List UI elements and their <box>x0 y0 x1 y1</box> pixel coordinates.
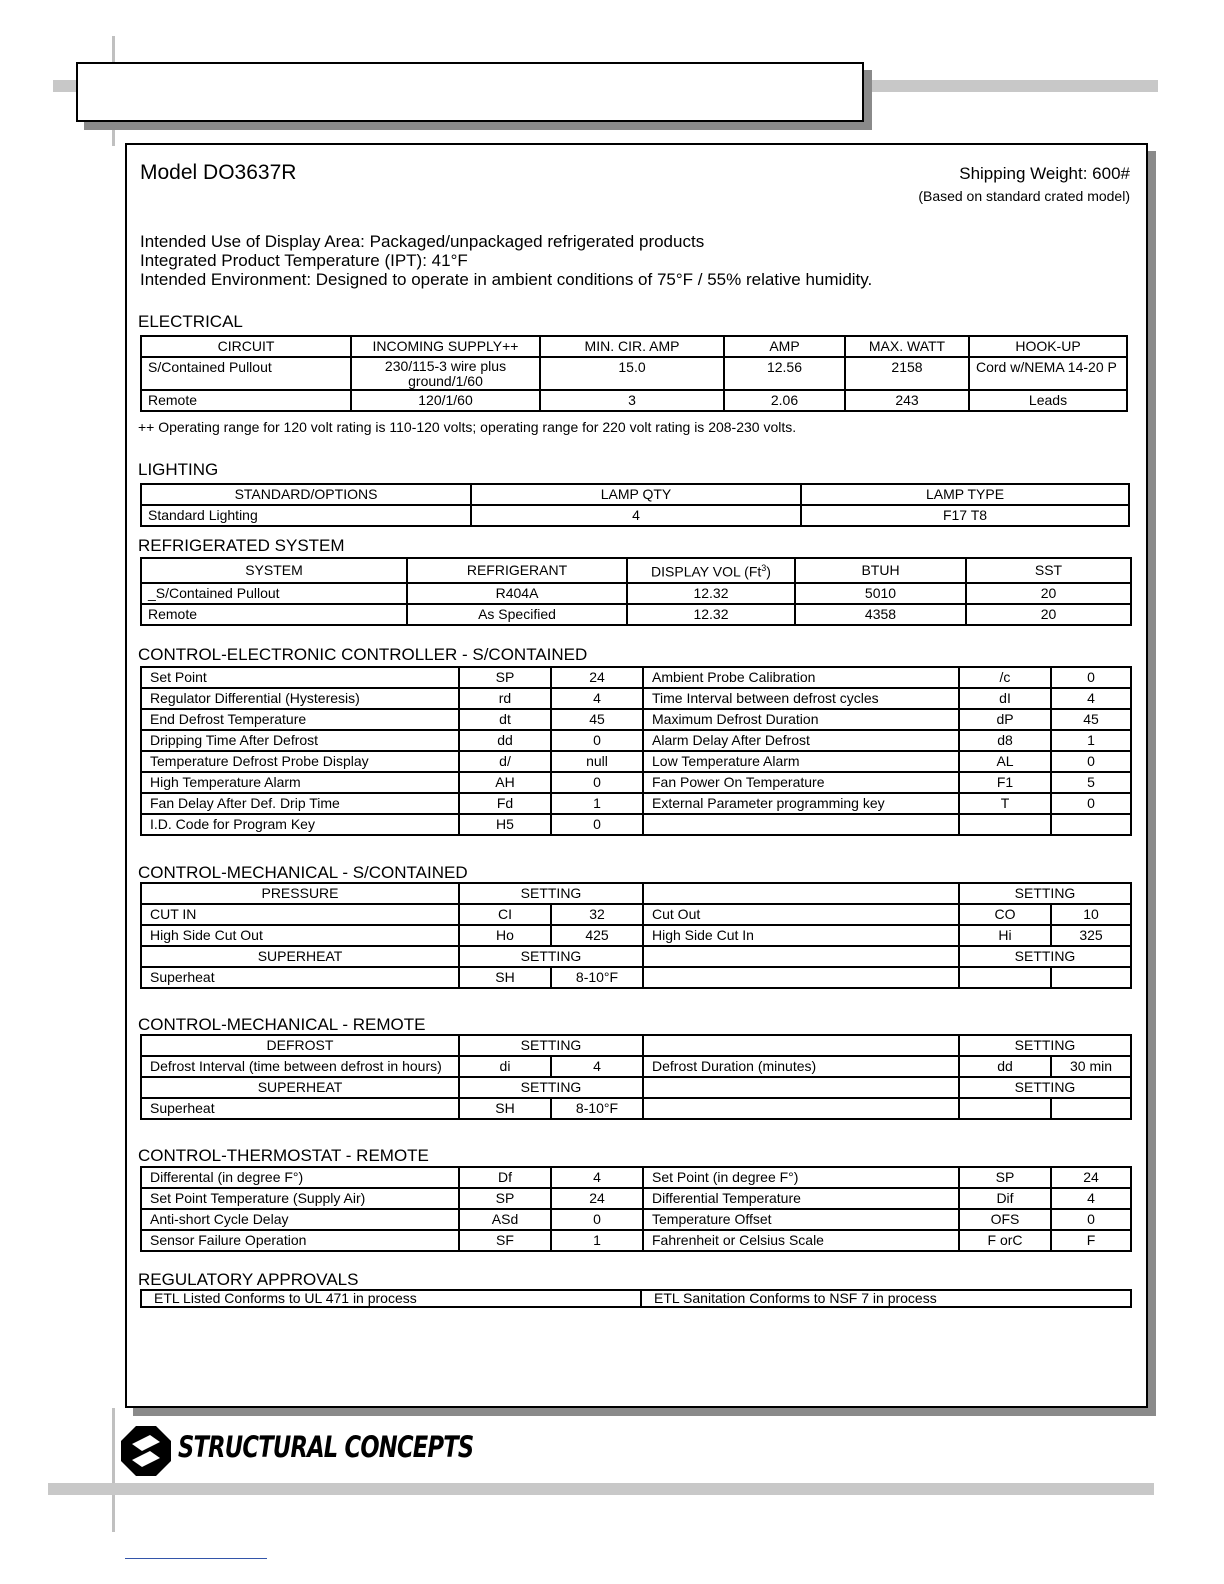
table-cell: 425 <box>551 925 643 946</box>
table-cell: 0 <box>551 814 643 835</box>
header-cell: AMP <box>724 336 845 357</box>
table-cell: CUT IN <box>141 904 459 925</box>
table-cell: Temperature Defrost Probe Display <box>141 751 459 772</box>
header-cell: SETTING <box>959 946 1131 967</box>
electrical-table <box>140 335 1128 412</box>
table-row <box>141 1209 1131 1230</box>
table-cell: Time Interval between defrost cycles <box>643 688 959 709</box>
mech-remote-table <box>140 1034 1132 1120</box>
table-cell: 0 <box>1051 667 1131 688</box>
table-row <box>141 967 1131 988</box>
table-cell: 2158 <box>845 357 969 390</box>
table-cell: /c <box>959 667 1051 688</box>
table-row <box>141 730 1131 751</box>
table-cell: Superheat <box>141 1098 459 1119</box>
electrical-note: ++ Operating range for 120 volt rating is 110-120 volts; operating range for 220 volt rating is 208-230 volts. <box>138 419 797 435</box>
table-cell: 12.32 <box>627 604 795 625</box>
table-cell: 5 <box>1051 772 1131 793</box>
lighting-table <box>140 483 1130 527</box>
table-cell: I.D. Code for Program Key <box>141 814 459 835</box>
refrigerated-table <box>140 557 1132 626</box>
table-cell: 4 <box>1051 1188 1131 1209</box>
table-cell: External Parameter programming key <box>643 793 959 814</box>
table-cell: 24 <box>551 1188 643 1209</box>
table-cell: Cut Out <box>643 904 959 925</box>
footer-gray-bar <box>48 1483 1154 1495</box>
table-cell: 20 <box>966 604 1131 625</box>
table-row <box>141 1188 1131 1209</box>
table-row <box>141 357 1127 390</box>
table-header-row <box>141 558 1131 583</box>
table-row <box>141 1056 1131 1077</box>
table-row <box>141 793 1131 814</box>
table-cell: Anti-short Cycle Delay <box>141 1209 459 1230</box>
table-cell: Sensor Failure Operation <box>141 1230 459 1251</box>
table-cell: AL <box>959 751 1051 772</box>
header-cell <box>643 883 959 904</box>
header-cell: SETTING <box>459 1077 643 1098</box>
header-cell: SST <box>966 558 1131 583</box>
table-cell: Maximum Defrost Duration <box>643 709 959 730</box>
table-cell <box>959 967 1051 988</box>
table-cell: 12.32 <box>627 583 795 604</box>
table-cell: dt <box>459 709 551 730</box>
header-cell: LAMP TYPE <box>801 484 1129 505</box>
table-header-row <box>141 484 1129 505</box>
table-cell: Temperature Offset <box>643 1209 959 1230</box>
table-cell: 3 <box>540 390 724 411</box>
table-cell: _S/Contained Pullout <box>141 583 407 604</box>
table-cell: 0 <box>1051 793 1131 814</box>
table-cell: Fan Power On Temperature <box>643 772 959 793</box>
table-cell: H5 <box>459 814 551 835</box>
table-cell: 5010 <box>795 583 966 604</box>
table-cell: d/ <box>459 751 551 772</box>
thermostat-table <box>140 1166 1132 1252</box>
header-cell: SETTING <box>459 1035 643 1056</box>
table-header-row <box>141 883 1131 904</box>
table-row <box>141 390 1127 411</box>
table-cell <box>643 814 959 835</box>
table-row <box>141 604 1131 625</box>
shipping-weight: Shipping Weight: 600# <box>959 164 1130 183</box>
table-cell: High Temperature Alarm <box>141 772 459 793</box>
table-cell: Differental (in degree F°) <box>141 1167 459 1188</box>
header-cell: DEFROST <box>141 1035 459 1056</box>
header-cell: BTUH <box>795 558 966 583</box>
table-row <box>141 751 1131 772</box>
table-cell <box>959 814 1051 835</box>
table-row <box>141 1167 1131 1188</box>
table-row <box>141 925 1131 946</box>
table-cell: F1 <box>959 772 1051 793</box>
table-cell: 8-10°F <box>551 967 643 988</box>
table-cell: 4 <box>1051 688 1131 709</box>
table-cell: Dripping Time After Defrost <box>141 730 459 751</box>
table-cell: SF <box>459 1230 551 1251</box>
table-cell: dP <box>959 709 1051 730</box>
header-cell <box>643 946 959 967</box>
table-cell: 45 <box>1051 709 1131 730</box>
table-cell: Dif <box>959 1188 1051 1209</box>
table-cell: High Side Cut In <box>643 925 959 946</box>
table-cell: F17 T8 <box>801 505 1129 526</box>
table-cell: 0 <box>551 772 643 793</box>
header-cell: SETTING <box>459 946 643 967</box>
table-cell: 1 <box>551 1230 643 1251</box>
table-cell: null <box>551 751 643 772</box>
table-cell: 1 <box>551 793 643 814</box>
table-cell: AH <box>459 772 551 793</box>
table-cell: Alarm Delay After Defrost <box>643 730 959 751</box>
header-cell: REFRIGERANT <box>407 558 627 583</box>
table-cell: F <box>1051 1230 1131 1251</box>
table-cell: d8 <box>959 730 1051 751</box>
table-cell: SH <box>459 1098 551 1119</box>
approvals-table <box>140 1289 1132 1308</box>
table-row <box>141 1290 1131 1307</box>
table-row <box>141 688 1131 709</box>
table-cell: 120/1/60 <box>351 390 540 411</box>
table-cell: Defrost Duration (minutes) <box>643 1056 959 1077</box>
header-cell: MIN. CIR. AMP <box>540 336 724 357</box>
table-cell <box>1051 814 1131 835</box>
table-cell: 4 <box>471 505 801 526</box>
refrigerated-title: REFRIGERATED SYSTEM <box>138 536 345 555</box>
environment-line: Intended Environment: Designed to operate in ambient conditions of 75°F / 55% relative humidity. <box>140 270 873 289</box>
table-cell: Defrost Interval (time between defrost in hours) <box>141 1056 459 1077</box>
table-cell: 45 <box>551 709 643 730</box>
mech-remote-title: CONTROL-MECHANICAL - REMOTE <box>138 1015 426 1034</box>
table-row <box>141 583 1131 604</box>
table-cell: 0 <box>551 730 643 751</box>
table-cell: Superheat <box>141 967 459 988</box>
header-cell: PRESSURE <box>141 883 459 904</box>
header-cell <box>643 1077 959 1098</box>
header-cell: CIRCUIT <box>141 336 351 357</box>
table-header-row <box>141 1077 1131 1098</box>
header-cell: DISPLAY VOL (Ft$^3$) <box>627 558 795 583</box>
table-cell <box>1051 1098 1131 1119</box>
table-cell: Regulator Differential (Hysteresis) <box>141 688 459 709</box>
table-row <box>141 709 1131 730</box>
table-cell <box>1051 967 1131 988</box>
table-cell: Ambient Probe Calibration <box>643 667 959 688</box>
table-cell: dd <box>459 730 551 751</box>
table-cell: di <box>459 1056 551 1077</box>
header-cell: SETTING <box>459 883 643 904</box>
header-cell: MAX. WATT <box>845 336 969 357</box>
table-cell: CO <box>959 904 1051 925</box>
lighting-title: LIGHTING <box>138 460 219 479</box>
table-row <box>141 904 1131 925</box>
header-title-box <box>76 62 864 122</box>
table-cell: CI <box>459 904 551 925</box>
header-cell: SETTING <box>959 1077 1131 1098</box>
header-gray-bar-left <box>53 80 78 92</box>
approvals-title: REGULATORY APPROVALS <box>138 1270 359 1289</box>
header-cell: SYSTEM <box>141 558 407 583</box>
table-row <box>141 1098 1131 1119</box>
table-cell: 15.0 <box>540 357 724 390</box>
model-title: Model DO3637R <box>140 161 297 184</box>
table-header-row <box>141 1035 1131 1056</box>
table-cell: Set Point Temperature (Supply Air) <box>141 1188 459 1209</box>
controller-title: CONTROL-ELECTRONIC CONTROLLER - S/CONTAINED <box>138 645 588 664</box>
electrical-title: ELECTRICAL <box>138 312 243 331</box>
table-cell: Set Point <box>141 667 459 688</box>
table-cell: Fahrenheit or Celsius Scale <box>643 1230 959 1251</box>
approval-item: ETL Sanitation Conforms to NSF 7 in process <box>641 1290 1131 1307</box>
header-cell: SETTING <box>959 883 1131 904</box>
table-header-row <box>141 336 1127 357</box>
table-header-row <box>141 946 1131 967</box>
table-cell: 32 <box>551 904 643 925</box>
table-cell: 10 <box>1051 904 1131 925</box>
header-cell: INCOMING SUPPLY++ <box>351 336 540 357</box>
table-cell: Differential Temperature <box>643 1188 959 1209</box>
table-cell: 20 <box>966 583 1131 604</box>
table-cell: S/Contained Pullout <box>141 357 351 390</box>
table-cell: ASd <box>459 1209 551 1230</box>
table-cell: rd <box>459 688 551 709</box>
table-cell: Cord w/NEMA 14-20 P <box>969 357 1127 390</box>
table-cell: R404A <box>407 583 627 604</box>
table-cell: SP <box>459 667 551 688</box>
header-cell <box>643 1035 959 1056</box>
table-cell: dI <box>959 688 1051 709</box>
table-cell: Remote <box>141 390 351 411</box>
table-cell: Set Point (in degree F°) <box>643 1167 959 1188</box>
table-cell: 0 <box>1051 1209 1131 1230</box>
table-cell <box>643 967 959 988</box>
table-cell: SP <box>959 1167 1051 1188</box>
table-cell: Hi <box>959 925 1051 946</box>
table-cell <box>959 1098 1051 1119</box>
shipping-note: (Based on standard crated model) <box>918 188 1130 204</box>
header-cell: SUPERHEAT <box>141 946 459 967</box>
controller-table <box>140 666 1132 836</box>
table-cell: F orC <box>959 1230 1051 1251</box>
table-cell: Ho <box>459 925 551 946</box>
table-cell: Df <box>459 1167 551 1188</box>
company-logo-text: STRUCTURAL CONCEPTS <box>178 1430 474 1464</box>
table-cell: SP <box>459 1188 551 1209</box>
table-cell: 12.56 <box>724 357 845 390</box>
table-cell: SH <box>459 967 551 988</box>
table-cell: Low Temperature Alarm <box>643 751 959 772</box>
spec-sheet <box>125 143 1148 1408</box>
header-gray-bar-right <box>866 80 1158 92</box>
structural-concepts-logo-icon <box>120 1425 172 1477</box>
table-row <box>141 814 1131 835</box>
table-cell: 24 <box>551 667 643 688</box>
intended-info <box>140 232 872 289</box>
thermostat-title: CONTROL-THERMOSTAT - REMOTE <box>138 1146 429 1165</box>
table-cell <box>643 1098 959 1119</box>
table-cell: T <box>959 793 1051 814</box>
header-cell: SUPERHEAT <box>141 1077 459 1098</box>
table-cell: Remote <box>141 604 407 625</box>
table-cell: 4 <box>551 1167 643 1188</box>
table-cell: Fan Delay After Def. Drip Time <box>141 793 459 814</box>
table-row <box>141 505 1129 526</box>
table-cell: Fd <box>459 793 551 814</box>
table-cell: 4 <box>551 688 643 709</box>
table-cell: 4 <box>551 1056 643 1077</box>
mech-sc-table <box>140 882 1132 989</box>
footer-blue-line <box>125 1558 267 1559</box>
table-cell: dd <box>959 1056 1051 1077</box>
table-cell: 24 <box>1051 1167 1131 1188</box>
table-cell: 0 <box>551 1209 643 1230</box>
approval-item: ETL Listed Conforms to UL 471 in process <box>141 1290 641 1307</box>
header-cell: HOOK-UP <box>969 336 1127 357</box>
mech-sc-title: CONTROL-MECHANICAL - S/CONTAINED <box>138 863 468 882</box>
table-cell: 1 <box>1051 730 1131 751</box>
header-cell: SETTING <box>959 1035 1131 1056</box>
table-cell: Leads <box>969 390 1127 411</box>
table-cell: 4358 <box>795 604 966 625</box>
table-cell: As Specified <box>407 604 627 625</box>
table-cell: End Defrost Temperature <box>141 709 459 730</box>
margin-line-bottom <box>112 1408 115 1532</box>
table-cell: Standard Lighting <box>141 505 471 526</box>
table-cell: 8-10°F <box>551 1098 643 1119</box>
ipt-line: Integrated Product Temperature (IPT): 41°F <box>140 251 468 270</box>
table-cell: 230/115-3 wire plus ground/1/60 <box>351 357 540 390</box>
table-cell: 243 <box>845 390 969 411</box>
table-cell: OFS <box>959 1209 1051 1230</box>
table-cell: 2.06 <box>724 390 845 411</box>
table-cell: 30 min <box>1051 1056 1131 1077</box>
table-row <box>141 667 1131 688</box>
header-cell: STANDARD/OPTIONS <box>141 484 471 505</box>
header-cell: LAMP QTY <box>471 484 801 505</box>
table-cell: 0 <box>1051 751 1131 772</box>
table-row <box>141 1230 1131 1251</box>
intended-use: Intended Use of Display Area: Packaged/unpackaged refrigerated products <box>140 232 705 251</box>
table-cell: 325 <box>1051 925 1131 946</box>
table-row <box>141 772 1131 793</box>
table-cell: High Side Cut Out <box>141 925 459 946</box>
